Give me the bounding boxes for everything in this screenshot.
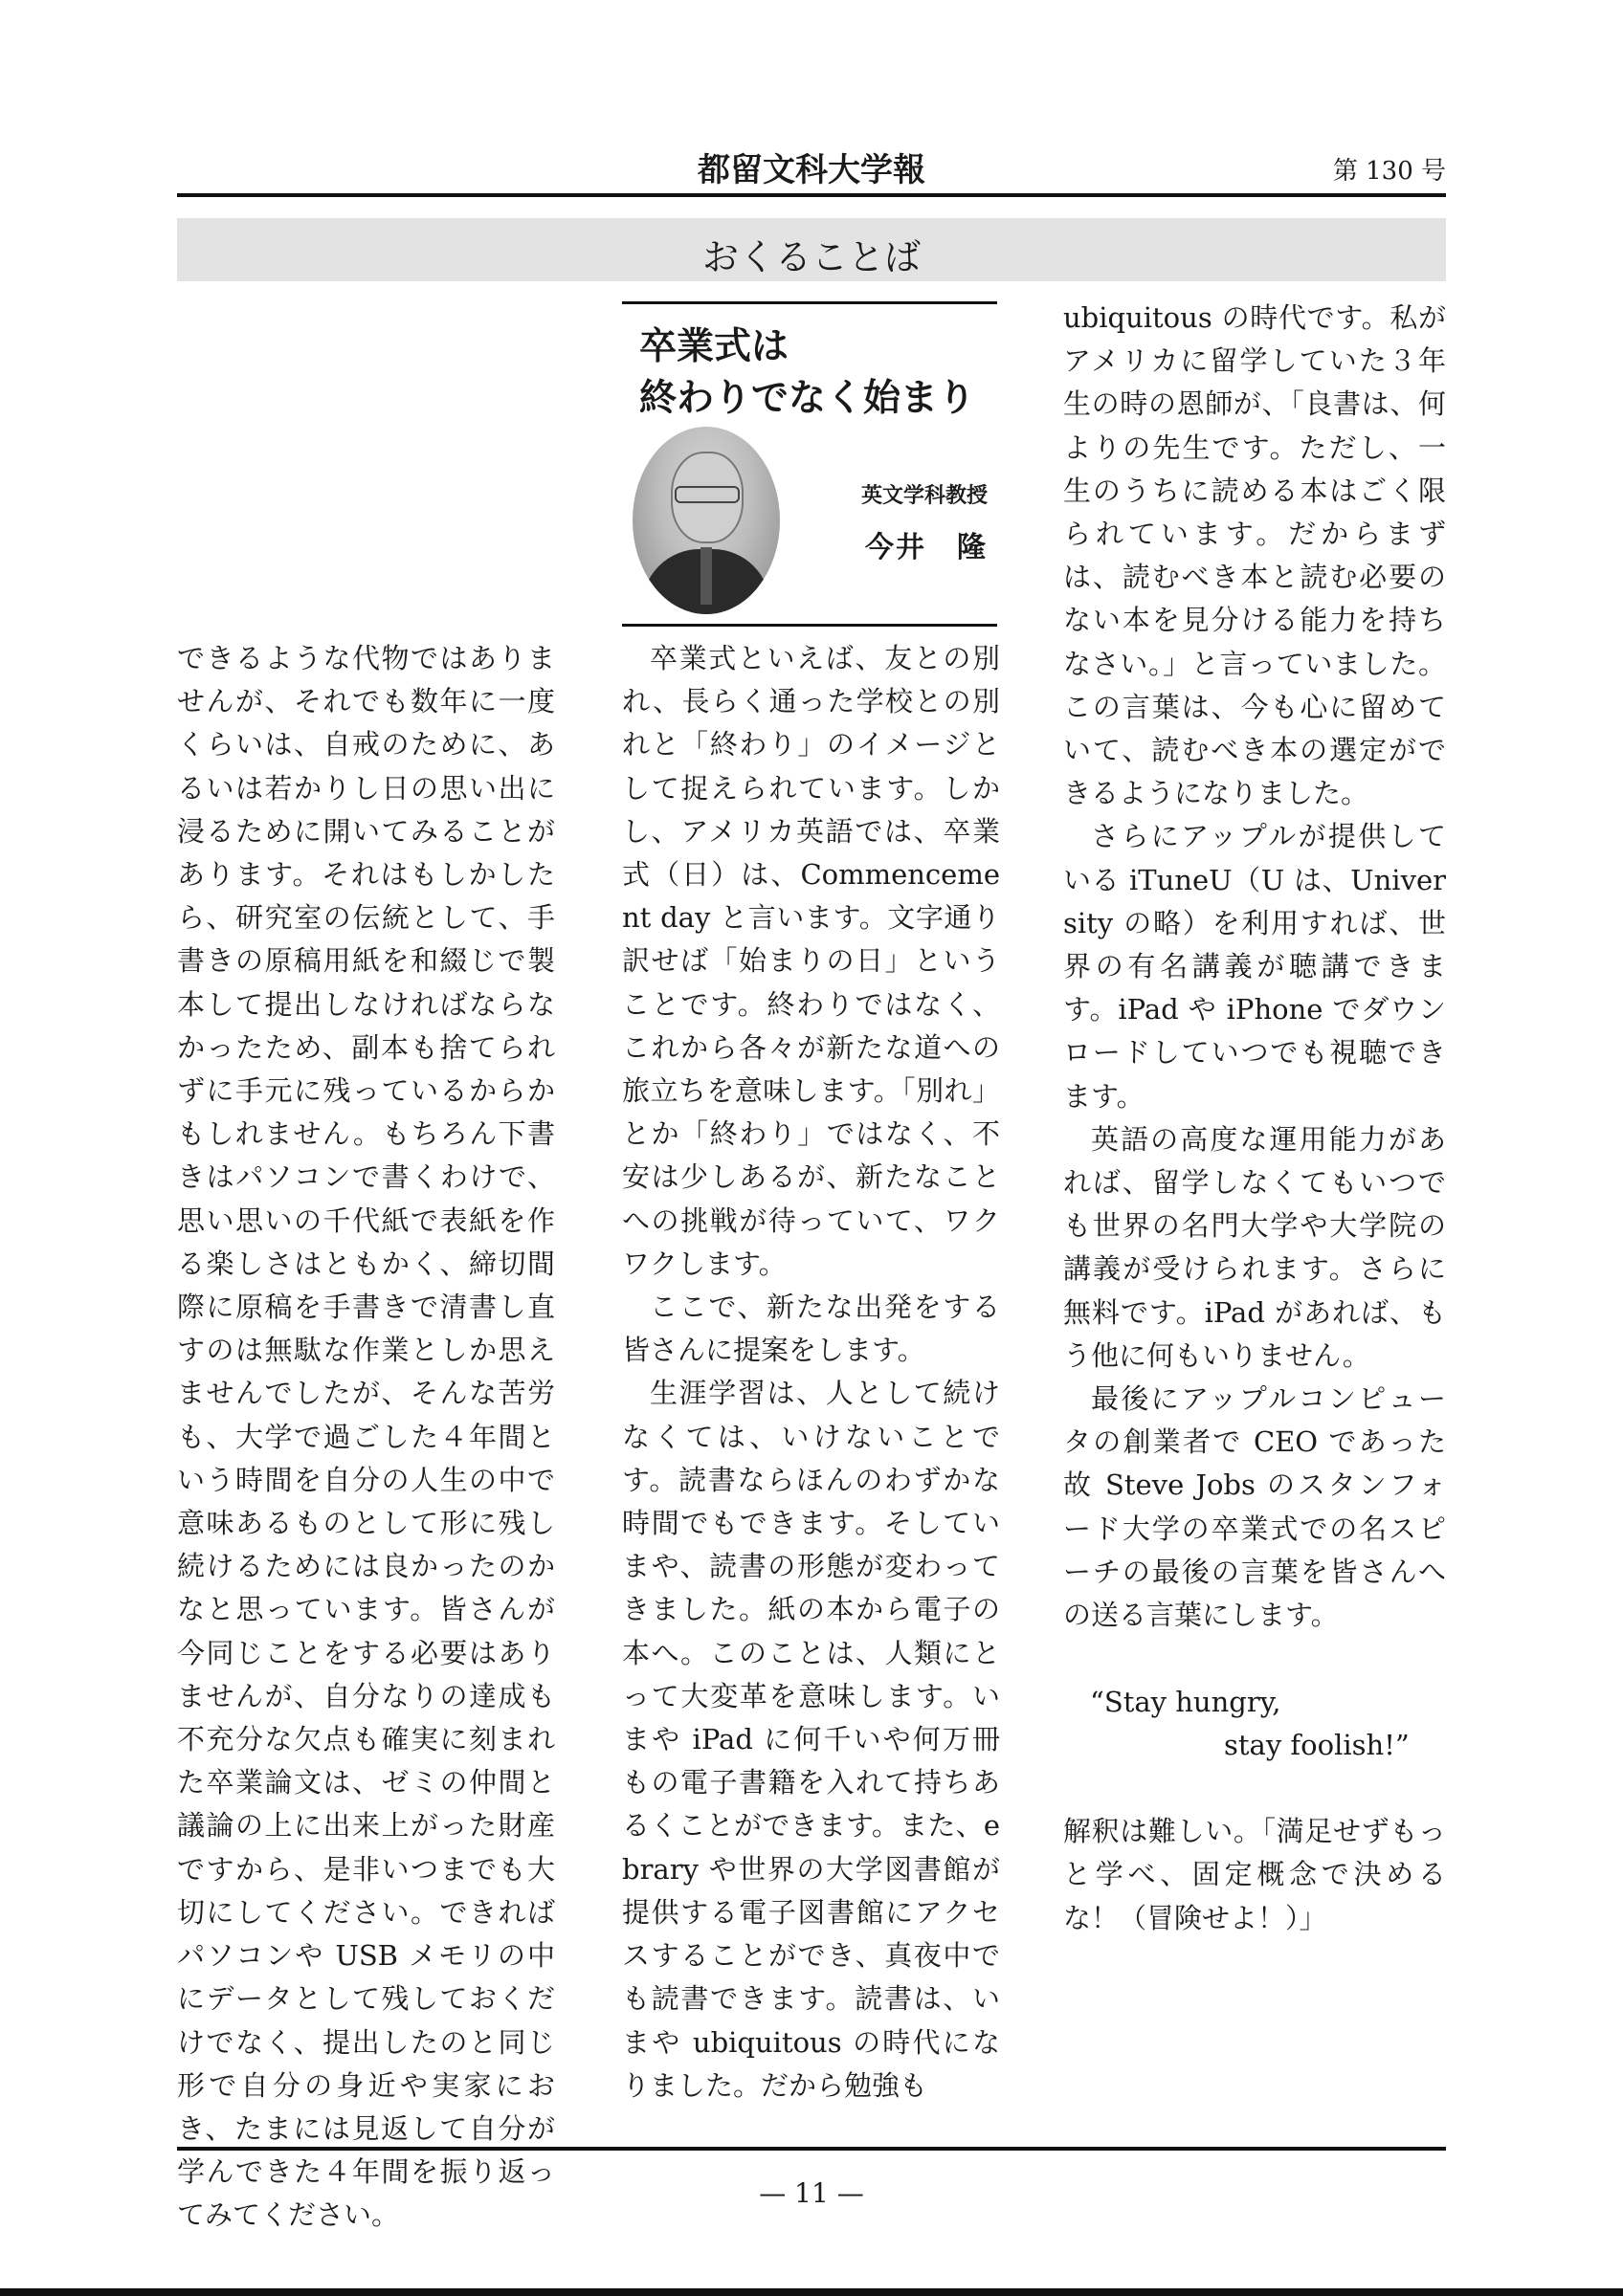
quote-line-2: stay foolish!” [1224, 1728, 1410, 1761]
page-number: — 11 — [759, 2177, 864, 2209]
left-paragraph: できるような代物ではありませんが、それでも数年に一度くらいは、自戒のために、あるいは若かりし日の思い出に浸るために開いてみることがあります。それはもしかしたら、研究室の伝統として、手書きの原稿用紙を和綴じで製本して提出しなければならなかったため、副本も捨てられずに手元に残っているからかもしれません。もちろん下書きはパソコンで書くわけで、思い思いの千代紙で表紙を作る楽しさはともかく、締切間際に原稿を手書きで清書し直すのは無駄な作業としか思えませんでしたが、そんな苦労も、大学で過ごした４年間という時間を自分の人生の中で意味あるものとして形に残し続けるためには良かったのかなと思っています。皆さんが今同じことをする必要はありませんが、自分なりの達成も不充分な欠点も確実に刻まれた卒業論文は、ゼミの仲間と議論の上に出来上がった財産ですから、是非いつまでも大切にしてください。できればパソコンや USB メモリの中にデータとして残しておくだけでなく、提出したのと同じ形で自分の身近や実家におき、たまには見返して自分が学んできた４年間を振り返ってみてください。 [177, 642, 555, 2232]
quote-spacer [1063, 1637, 1446, 1680]
middle-column [622, 637, 1000, 2108]
photo-tie [700, 547, 712, 605]
middle-paragraph: 生涯学習は、人として続けなくては、いけないことです。読書ならほんのわずかな時間でもできます。そしていまや、読書の形態が変わってきました。紙の本から電子の本へ。このことは、人類にとって大変革を意味します。いまや iPad に何千いや何万冊もの電子書籍を入れて持ちあるくことができます。また、ebrary や世界の大学図書館が提供する電子図書館にアクセスすることができ、真夜中でも読書できます。読書は、いまや ubiquitous の時代になりました。だから勉強も [622, 1377, 1000, 2102]
middle-paragraph: ここで、新たな出発をする皆さんに提案をします。 [622, 1291, 1000, 1367]
footer-rule [177, 2147, 1446, 2151]
scan-bottom-edge [0, 2288, 1623, 2296]
author-name: 今井 隆 [865, 531, 988, 564]
article-title-box [622, 301, 997, 627]
right-paragraph: さらにアップルが提供している iTuneU（U は、University の略）を利用すれば、世界の有名講義が聴講できます。iPad や iPhone でダウンロードしていつでも視聴できます。 [1063, 820, 1446, 1113]
section-band [177, 218, 1446, 281]
closing-paragraph: 解釈は難しい。「満足せずもっと学べ、固定概念で決めるな！（冒険せよ！）」 [1063, 1815, 1446, 1934]
article-title [639, 321, 975, 425]
article-title-line-2: 終わりでなく始まり [639, 377, 976, 420]
author-photo [633, 427, 780, 614]
middle-paragraph: 卒業式といえば、友との別れ、長らく通った学校との別れと「終わり」のイメージとして捉えられています。しかし、アメリカ英語では、卒業式（日）は、Commencement day と言います。文字通り訳せば「始まりの日」ということです。終わりではなく、これから各々が新たな道への旅立ちを意味します。「別れ」とか「終わり」ではなく、不安は少しあるが、新たなことへの挑戦が待っていて、ワクワクします。 [622, 642, 1000, 1280]
article-title-line-1: 卒業式は [639, 325, 789, 368]
photo-glasses [675, 486, 740, 503]
section-title: おくることば [701, 236, 921, 278]
right-paragraph: ubiquitous の時代です。私がアメリカに留学していた３年生の時の恩師が、「良書は、何よりの先生です。ただし、一生のうちに読める本はごく限られています。だからまずは、読むべき本と読む必要のない本を見分ける能力を持ちなさい。」と言っていました。この言葉は、今も心に留めていて、読むべき本の選定ができるようになりました。 [1063, 301, 1446, 810]
issue-number: 第 130 号 [1332, 157, 1446, 186]
author-department: 英文学科教授 [860, 484, 988, 508]
right-paragraph: 英語の高度な運用能力があれば、留学しなくてもいつでも世界の名門大学や大学院の講義が受けられます。さらに無料です。iPad があれば、もう他に何もいりません。 [1063, 1122, 1446, 1372]
header-rule [177, 193, 1446, 197]
quote-line-1: “Stay hungry, [1090, 1685, 1281, 1718]
right-paragraph: 最後にアップルコンピュータの創業者で CEO であった故 Steve Jobs のスタンフォード大学の卒業式での名スピーチの最後の言葉を皆さんへの送る言葉にします。 [1063, 1382, 1446, 1632]
left-column [177, 637, 555, 2238]
jobs-quote [1063, 1681, 1446, 1767]
newsletter-title: 都留文科大学報 [698, 151, 925, 189]
right-column [1063, 297, 1446, 1940]
quote-spacer [1063, 1767, 1446, 1810]
